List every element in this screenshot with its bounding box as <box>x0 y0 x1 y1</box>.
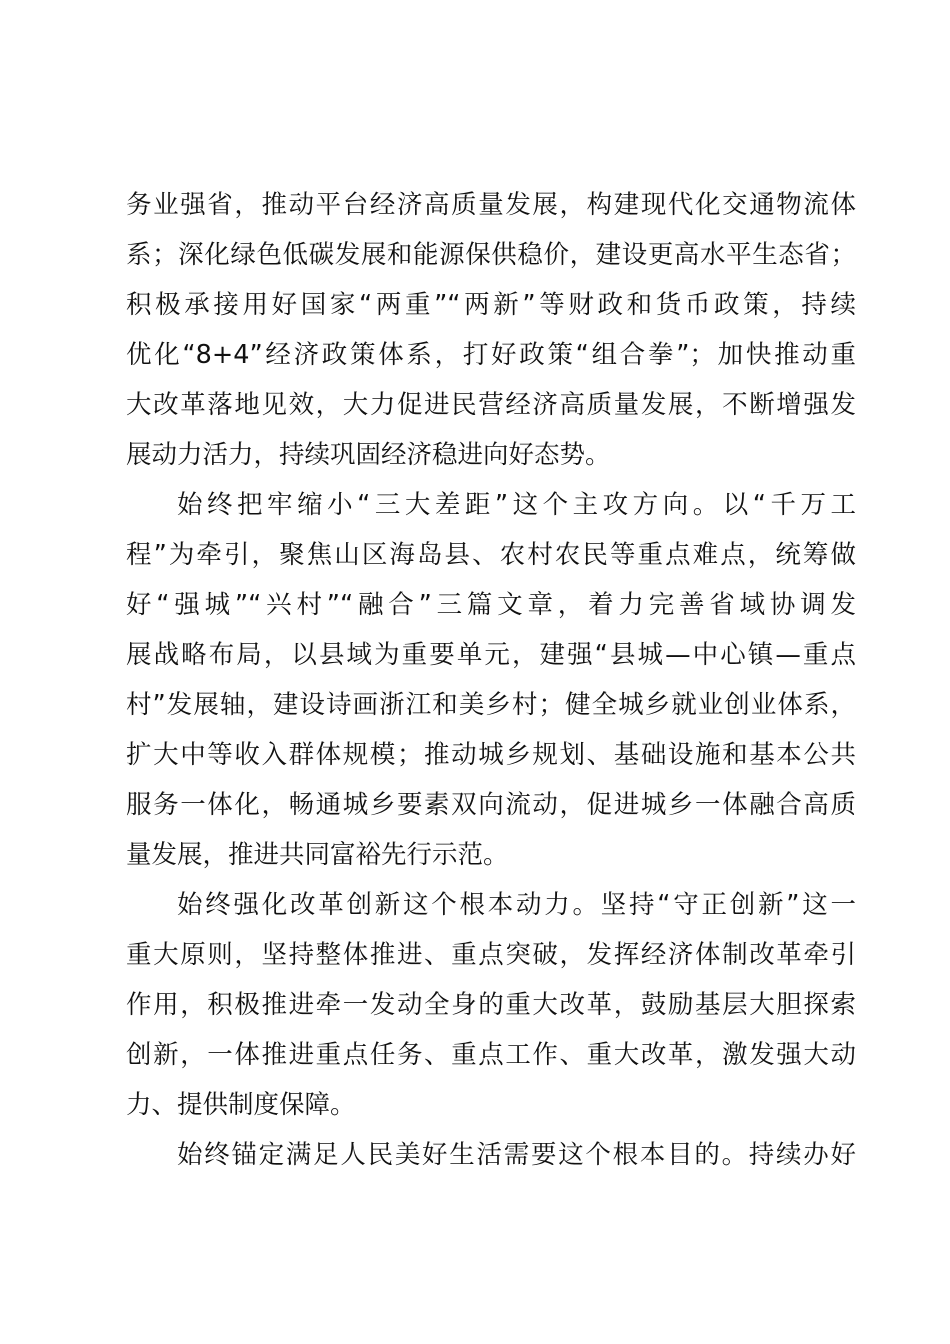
text-line: 好“强城”“兴村”“融合”三篇文章，着力完善省域协调发 <box>126 590 856 620</box>
text-line: 大改革落地见效，大力促进民营经济高质量发展，不断增强发 <box>126 390 856 420</box>
text-line: 积极承接用好国家“两重”“两新”等财政和货币政策，持续 <box>126 290 856 320</box>
text-line: 扩大中等收入群体规模；推动城乡规划、基础设施和基本公共 <box>126 740 856 770</box>
text-line: 服务一体化，畅通城乡要素双向流动，促进城乡一体融合高质 <box>126 790 856 820</box>
paragraph <box>126 480 856 880</box>
text-line: 始终把牢缩小“三大差距”这个主攻方向。以“千万工 <box>177 490 856 520</box>
text-line: 始终强化改革创新这个根本动力。坚持“守正创新”这一 <box>177 890 856 920</box>
text-line: 村”发展轴，建设诗画浙江和美乡村；健全城乡就业创业体系， <box>126 690 856 720</box>
paragraph <box>126 880 856 1130</box>
text-line: 展动力活力，持续巩固经济稳进向好态势。 <box>126 440 611 470</box>
text-line: 力、提供制度保障。 <box>126 1090 356 1120</box>
text-line: 作用，积极推进牵一发动全身的重大改革，鼓励基层大胆探索 <box>126 990 856 1020</box>
text-line: 优化“8+4”经济政策体系，打好政策“组合拳”；加快推动重 <box>126 340 856 370</box>
paragraph <box>126 180 856 480</box>
text-line: 务业强省，推动平台经济高质量发展，构建现代化交通物流体 <box>126 190 856 220</box>
text-line: 始终锚定满足人民美好生活需要这个根本目的。持续办好 <box>177 1140 856 1170</box>
body-text <box>126 180 856 1180</box>
text-line: 量发展，推进共同富裕先行示范。 <box>126 840 509 870</box>
text-line: 系；深化绿色低碳发展和能源保供稳价，建设更高水平生态省； <box>126 240 856 270</box>
text-line: 展战略布局，以县域为重要单元，建强“县城—中心镇—重点 <box>126 640 856 670</box>
text-line: 创新，一体推进重点任务、重点工作、重大改革，激发强大动 <box>126 1040 856 1070</box>
text-line: 重大原则，坚持整体推进、重点突破，发挥经济体制改革牵引 <box>126 940 856 970</box>
paragraph <box>126 1130 856 1180</box>
text-line: 程”为牵引，聚焦山区海岛县、农村农民等重点难点，统筹做 <box>126 540 856 570</box>
